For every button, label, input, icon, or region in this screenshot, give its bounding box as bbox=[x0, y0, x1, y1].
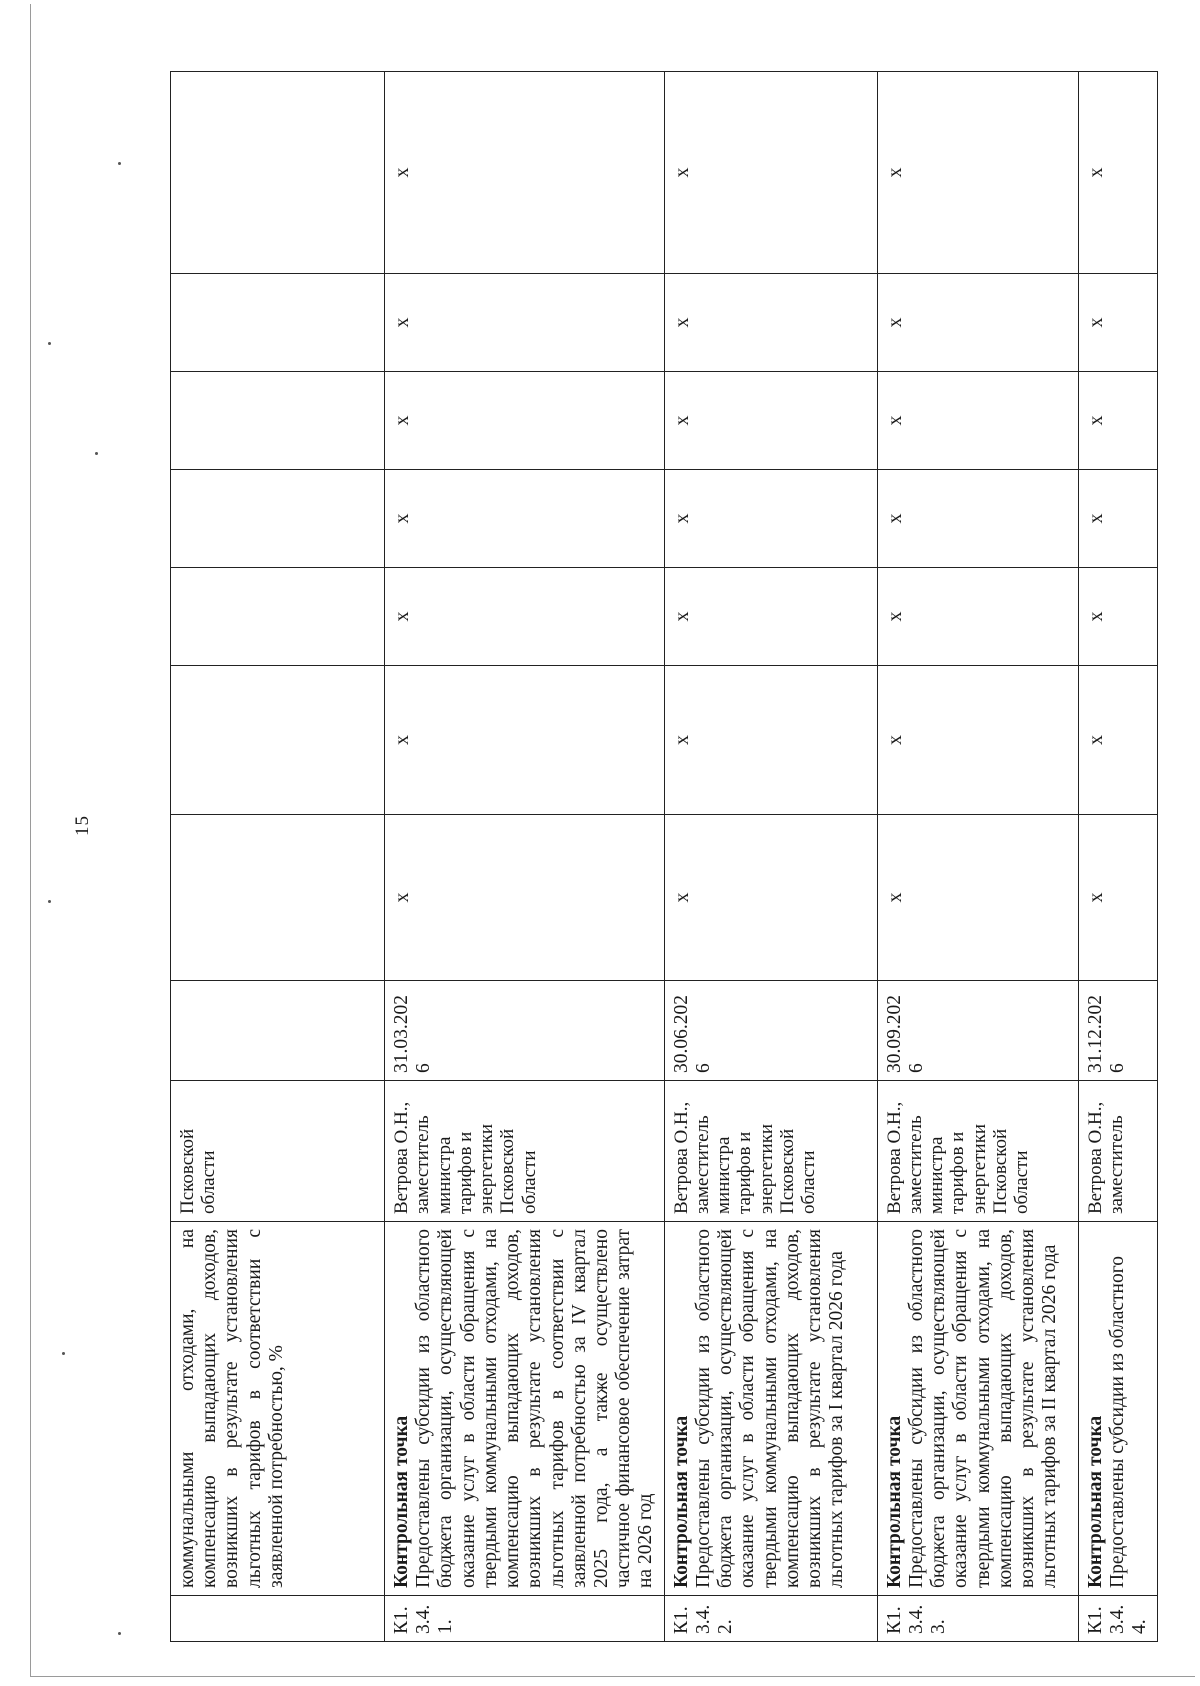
row-description: Предоставлены субсидии из областного bbox=[1106, 1256, 1128, 1588]
row-mark-cell: x bbox=[664, 274, 877, 372]
row-mark-cell: x bbox=[1078, 666, 1158, 815]
row-mark-cell: x bbox=[385, 274, 665, 372]
table-row bbox=[385, 72, 665, 1642]
row-mark-cell: x bbox=[1078, 568, 1158, 666]
row-responsible: Ветрова О.Н., заместитель министра тарифов и энергетики Псковской области bbox=[664, 1081, 877, 1222]
table-row bbox=[171, 72, 385, 1642]
row-mark-cell: x bbox=[385, 470, 665, 568]
page-number: 15 bbox=[72, 815, 93, 836]
row-mark-cell: x bbox=[877, 666, 1078, 815]
row-mark-cell: x bbox=[877, 815, 1078, 981]
control-point-label: Контрольная точка bbox=[670, 1415, 692, 1588]
row-mark-cell bbox=[171, 274, 385, 372]
row-mark-cell bbox=[171, 815, 385, 981]
row-mark-cell: x bbox=[664, 372, 877, 470]
scan-speck bbox=[48, 900, 51, 903]
row-mark-cell bbox=[171, 666, 385, 815]
row-mark-cell: x bbox=[385, 815, 665, 981]
control-point-label: Контрольная точка bbox=[883, 1415, 905, 1588]
row-mark-cell: x bbox=[664, 568, 877, 666]
row-description-cell bbox=[1078, 1222, 1158, 1596]
row-responsible: Псковской области bbox=[171, 1081, 385, 1222]
row-code bbox=[171, 1596, 385, 1642]
row-responsible: Ветрова О.Н., заместитель министра тарифов и энергетики Псковской области bbox=[385, 1081, 665, 1222]
row-mark-cell: x bbox=[877, 274, 1078, 372]
row-mark-cell: x bbox=[664, 72, 877, 274]
scan-speck bbox=[118, 1632, 121, 1635]
row-description-cell bbox=[877, 1222, 1078, 1596]
row-description-cell bbox=[171, 1222, 385, 1596]
row-code: К1.3.4.3. bbox=[877, 1596, 1078, 1642]
table-row bbox=[877, 72, 1078, 1642]
row-description: Предоставлены субсидии из областного бюджета организации, осуществляющей оказание услуг в области обращения с твердыми коммунальными отходами, на компенсацию выпадающих доходов, возникших в результате установления льготных тарифов в соответствии с заявленной потребностью за IV квартал 2025 года, а также осуществлено частичное финансовое обеспечение затрат на 2026 год bbox=[413, 1229, 657, 1588]
row-mark-cell bbox=[171, 470, 385, 568]
rotated-table-container bbox=[170, 72, 1151, 1642]
scan-speck bbox=[95, 452, 98, 455]
control-point-label: Контрольная точка bbox=[391, 1415, 412, 1588]
row-mark-cell: x bbox=[877, 372, 1078, 470]
row-mark-cell: x bbox=[1078, 372, 1158, 470]
row-code: К1.3.4.4. bbox=[1078, 1596, 1158, 1642]
row-mark-cell bbox=[171, 568, 385, 666]
row-mark-cell: x bbox=[385, 666, 665, 815]
row-description: Предоставлены субсидии из областного бюджета организации, осуществляющей оказание услуг в области обращения с твердыми коммунальными отходами, на компенсацию выпадающих доходов, возникших в результате установления льготных тарифов за II квартал 2026 года bbox=[905, 1229, 1061, 1588]
scan-speck bbox=[62, 1352, 65, 1355]
control-points-table bbox=[170, 71, 1158, 1642]
row-date bbox=[171, 981, 385, 1081]
row-date: 30.06.2026 bbox=[664, 981, 877, 1081]
row-mark-cell: x bbox=[664, 470, 877, 568]
row-mark-cell: x bbox=[877, 470, 1078, 568]
row-description: Предоставлены субсидии из областного бюджета организации, осуществляющей оказание услуг в области обращения с твердыми коммунальными отходами, на компенсацию выпадающих доходов, возникших в результате установления льготных тарифов за I квартал 2026 года bbox=[692, 1229, 848, 1588]
row-mark-cell bbox=[171, 372, 385, 470]
row-mark-cell: x bbox=[877, 72, 1078, 274]
row-mark-cell bbox=[171, 72, 385, 274]
scan-speck bbox=[48, 342, 51, 345]
row-mark-cell: x bbox=[664, 666, 877, 815]
row-description-cell bbox=[664, 1222, 877, 1596]
row-date: 31.03.2026 bbox=[385, 981, 665, 1081]
row-code: К1.3.4.2. bbox=[664, 1596, 877, 1642]
row-mark-cell: x bbox=[1078, 470, 1158, 568]
table-row bbox=[1078, 72, 1158, 1642]
table-row bbox=[664, 72, 877, 1642]
row-responsible: Ветрова О.Н., заместитель bbox=[1078, 1081, 1158, 1222]
row-mark-cell: x bbox=[877, 568, 1078, 666]
row-mark-cell: x bbox=[1078, 72, 1158, 274]
scan-speck bbox=[118, 162, 121, 165]
control-point-label: Контрольная точка bbox=[1084, 1415, 1106, 1588]
row-mark-cell: x bbox=[385, 72, 665, 274]
row-code: К1.3.4.1. bbox=[385, 1596, 665, 1642]
row-description-cell bbox=[385, 1222, 665, 1596]
row-mark-cell: x bbox=[664, 815, 877, 981]
row-mark-cell: x bbox=[1078, 274, 1158, 372]
row-date: 30.09.2026 bbox=[877, 981, 1078, 1081]
row-mark-cell: x bbox=[385, 568, 665, 666]
row-description: коммунальными отходами, на компенсацию выпадающих доходов, возникших в результате установления льготных тарифов в соответствии с заявленной потребностью, % bbox=[177, 1229, 287, 1588]
row-mark-cell: x bbox=[1078, 815, 1158, 981]
row-mark-cell: x bbox=[385, 372, 665, 470]
row-responsible: Ветрова О.Н., заместитель министра тарифов и энергетики Псковской области bbox=[877, 1081, 1078, 1222]
row-date: 31.12.2026 bbox=[1078, 981, 1158, 1081]
